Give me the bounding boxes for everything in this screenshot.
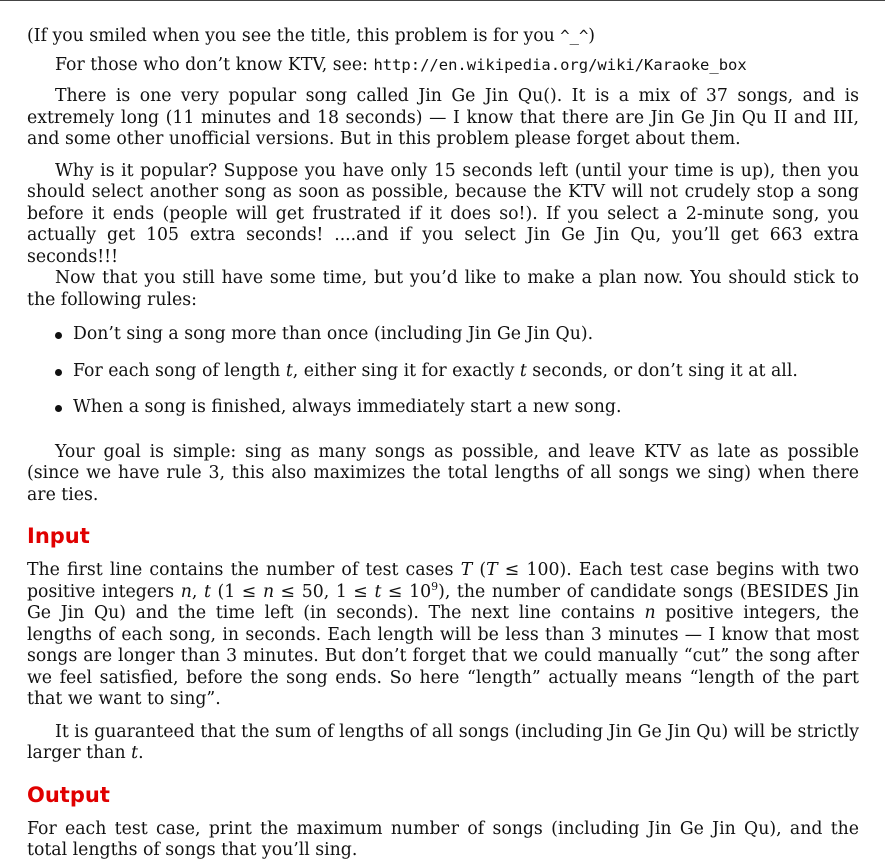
- input-text: positive integers, the lengths of each song, in seconds. Each length will be less than 3 minutes — I know that most songs are longer than 3 minutes. But don’t forget that we could manually “cut” the song after we feel satisfied, before the song ends. So here “length” actually means “length of the part that we want to sing”.: [27, 603, 859, 709]
- popular-paragraph: Why is it popular? Suppose you have only 15 seconds left (until your time is up), then you should select another song as soon as possible, because the KTV will not crudely stop a song before it ends (people will get frustrated if it does so!). If you select a 2-minute song, you actually get 105 extra seconds! ....and if you select Jin Ge Jin Qu, you’ll get 663 extra seconds!!!: [27, 160, 859, 267]
- plan-paragraph: Now that you still have some time, but you’d like to make a plan now. You should stick to the following rules:: [27, 268, 859, 310]
- top-rule: [0, 0, 885, 1]
- rule-2-text: seconds, or don’t sing it at all.: [526, 360, 798, 381]
- math-var: T: [486, 560, 498, 580]
- ktv-paragraph: [27, 55, 859, 77]
- math-var: t: [374, 581, 382, 602]
- math-var: t: [131, 743, 139, 763]
- math-var: t: [285, 360, 293, 381]
- rule-item: [55, 397, 859, 419]
- exponent: 9: [431, 579, 439, 593]
- input-text: The first line contains the number of test cases: [27, 560, 461, 580]
- input-text: ≤ 100). Each test case begins with two positive integers: [27, 560, 859, 602]
- ktv-text: For those who don’t know KTV, see:: [55, 54, 374, 75]
- input-text: ≤ 50, 1 ≤: [274, 581, 375, 602]
- guarantee-paragraph: [27, 722, 859, 765]
- goal-paragraph: Your goal is simple: sing as many songs as possible, and leave KTV as late as possible (since we have rule 3, this also maximizes the total lengths of all songs we sing) when there are ties.: [27, 441, 859, 505]
- guarantee-text: .: [138, 743, 144, 763]
- input-heading: Input: [27, 524, 90, 548]
- song-paragraph: There is one very popular song called Jin Ge Jin Qu(). It is a mix of 37 songs, and is extremely long (11 minutes and 18 seconds) — I know that there are Jin Ge Jin Qu II and III, and some other unofficial versions. But in this problem please forget about them.: [27, 86, 859, 149]
- input-text: ), the number of candidate songs (BESIDES Jin Ge Jin Qu) and the time left (in seconds). The next line contains: [27, 581, 859, 623]
- rule-1-text: Don’t sing a song more than once (including Jin Ge Jin Qu).: [73, 324, 594, 344]
- problem-statement: [27, 26, 859, 862]
- input-text: ≤ 10: [381, 581, 432, 602]
- guarantee-text: It is guaranteed that the sum of lengths of all songs (including Jin Ge Jin Qu) will be strictly larger than: [27, 721, 859, 763]
- output-paragraph: For each test case, print the maximum number of songs (including Jin Ge Jin Qu), and the total lengths of songs that you’ll sing.: [27, 818, 859, 860]
- rule-item: [55, 361, 859, 383]
- smile-face: ^_^: [560, 27, 589, 45]
- input-paragraph: [27, 560, 859, 711]
- math-var: n: [262, 581, 275, 602]
- smile-close: ): [588, 26, 596, 46]
- math-var: n: [644, 603, 656, 623]
- ktv-url[interactable]: http://en.wikipedia.org/wiki/Karaoke_box: [373, 55, 747, 74]
- input-text: ,: [191, 581, 204, 602]
- math-var: n: [180, 581, 192, 602]
- rule-item: [55, 324, 859, 346]
- output-heading: Output: [27, 782, 110, 807]
- rule-2-text: , either sing it for exactly: [292, 360, 520, 381]
- smile-paragraph: [27, 26, 859, 48]
- math-var: T: [460, 560, 473, 580]
- input-text: (: [472, 560, 487, 580]
- rule-3-text: When a song is finished, always immediately start a new song.: [73, 397, 622, 417]
- rule-2-text: For each song of length: [73, 360, 286, 381]
- input-text: (1 ≤: [210, 581, 263, 602]
- rules-list: [27, 324, 859, 419]
- smile-text: (If you smiled when you see the title, this problem is for you: [27, 26, 561, 46]
- math-var: t: [204, 581, 211, 602]
- math-var: t: [519, 360, 527, 381]
